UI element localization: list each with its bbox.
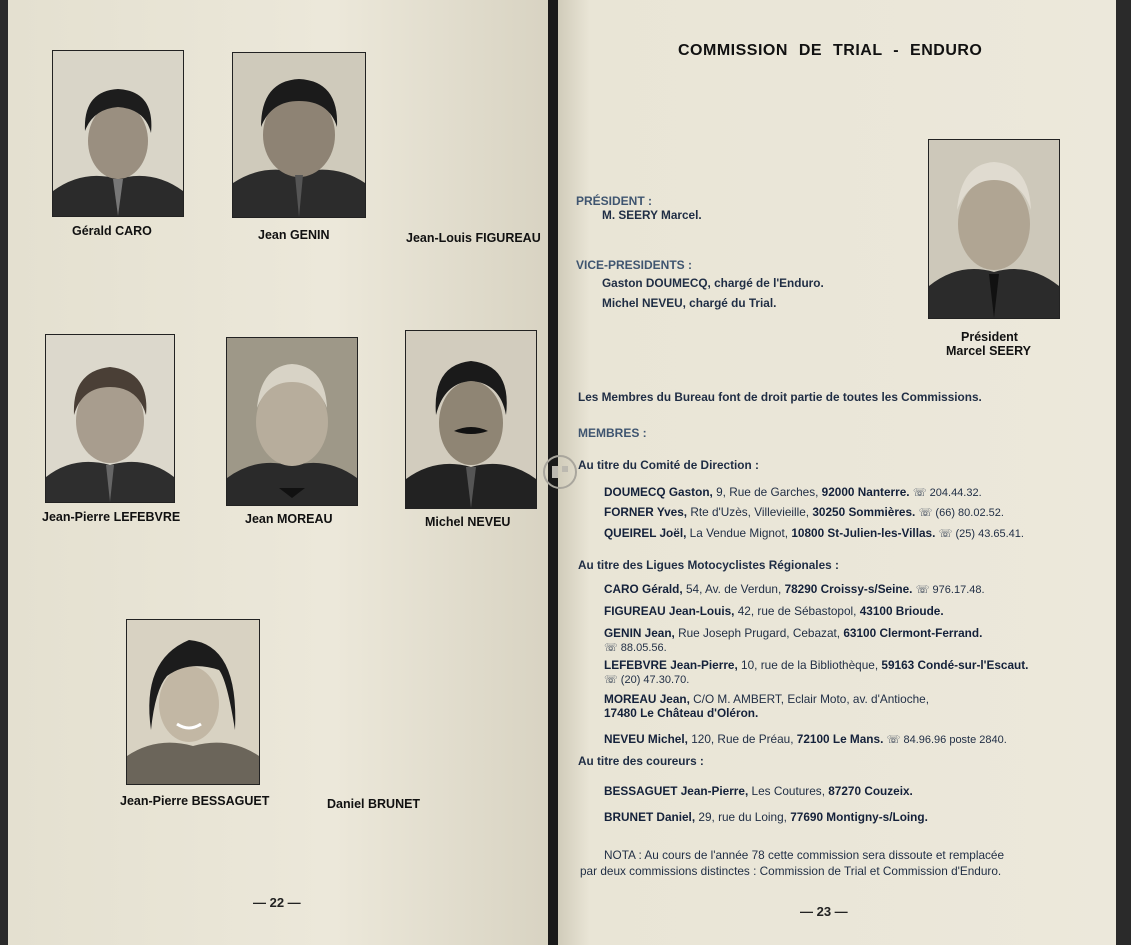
caption-figureau: Jean-Louis FIGUREAU	[406, 231, 541, 245]
member-entry: DOUMECQ Gaston, 9, Rue de Garches, 92000 Nanterre. ☏ 204.44.32.	[604, 485, 982, 499]
portrait-caro	[52, 50, 184, 217]
nota-line-2: par deux commissions distinctes : Commission de Trial et Commission d'Enduro.	[580, 864, 1002, 878]
portrait-neveu	[405, 330, 537, 509]
member-entry: FIGUREAU Jean-Louis, 42, rue de Sébastopol, 43100 Brioude.	[604, 604, 944, 618]
caption-lefebvre: Jean-Pierre LEFEBVRE	[42, 510, 181, 524]
page-number-right: — 23 —	[800, 904, 848, 919]
caption-neveu: Michel NEVEU	[425, 515, 511, 529]
member-phone: ☏ (20) 47.30.70.	[604, 674, 690, 686]
nota-line-1: NOTA : Au cours de l'année 78 cette commission sera dissoute et remplacée	[604, 848, 1005, 862]
caption-moreau: Jean MOREAU	[245, 512, 333, 526]
caption-bessaguet: Jean-Pierre BESSAGUET	[120, 794, 270, 808]
vice-president-1: Gaston DOUMECQ, chargé de l'Enduro.	[602, 276, 824, 290]
seery-caption-name: Marcel SEERY	[946, 344, 1031, 358]
portrait-lefebvre	[45, 334, 175, 503]
vice-president-2: Michel NEVEU, chargé du Trial.	[602, 296, 777, 310]
president-name: M. SEERY Marcel.	[602, 208, 702, 222]
members-label: MEMBRES :	[578, 426, 647, 440]
portrait-bessaguet	[126, 619, 260, 785]
portrait-genin	[232, 52, 366, 218]
caption-caro: Gérald CARO	[72, 224, 152, 238]
caption-genin: Jean GENIN	[258, 228, 330, 242]
vice-presidents-label: VICE-PRESIDENTS :	[576, 258, 693, 272]
section-direction: Au titre du Comité de Direction :	[578, 458, 759, 472]
page-title: COMMISSION DE TRIAL - ENDURO	[678, 42, 983, 59]
member-entry: BESSAGUET Jean-Pierre, Les Coutures, 87270 Couzeix.	[604, 784, 913, 798]
member-entry: NEVEU Michel, 120, Rue de Préau, 72100 Le Mans. ☏ 84.96.96 poste 2840.	[604, 732, 1007, 746]
member-entry: MOREAU Jean, C/O M. AMBERT, Eclair Moto, av. d'Antioche,	[604, 692, 930, 706]
seery-caption-title: Président	[961, 330, 1018, 344]
member-city: 17480 Le Château d'Oléron.	[604, 706, 759, 720]
caption-brunet: Daniel BRUNET	[327, 797, 421, 811]
member-phone: ☏ 88.05.56.	[604, 642, 667, 654]
portrait-moreau	[226, 337, 358, 506]
section-ligues: Au titre des Ligues Motocyclistes Régionales :	[578, 558, 839, 572]
president-label: PRÉSIDENT :	[576, 194, 653, 208]
section-coureurs: Au titre des coureurs :	[578, 754, 704, 768]
member-entry: QUEIREL Joël, La Vendue Mignot, 10800 St-Julien-les-Villas. ☏ (25) 43.65.41.	[604, 526, 1024, 540]
member-entry: CARO Gérald, 54, Av. de Verdun, 78290 Croissy-s/Seine. ☏ 976.17.48.	[604, 582, 985, 596]
member-entry: GENIN Jean, Rue Joseph Prugard, Cebazat, 63100 Clermont-Ferrand.	[604, 626, 983, 640]
member-entry: BRUNET Daniel, 29, rue du Loing, 77690 Montigny-s/Loing.	[604, 810, 928, 824]
member-entry: FORNER Yves, Rte d'Uzès, Villevieille, 30250 Sommières. ☏ (66) 80.02.52.	[604, 505, 1004, 519]
page-number-left: — 22 —	[253, 895, 301, 910]
member-entry: LEFEBVRE Jean-Pierre, 10, rue de la Bibliothèque, 59163 Condé-sur-l'Escaut.	[604, 658, 1029, 672]
library-stamp	[538, 452, 582, 492]
bureau-note: Les Membres du Bureau font de droit partie de toutes les Commissions.	[578, 390, 982, 404]
portrait-seery	[928, 139, 1060, 319]
